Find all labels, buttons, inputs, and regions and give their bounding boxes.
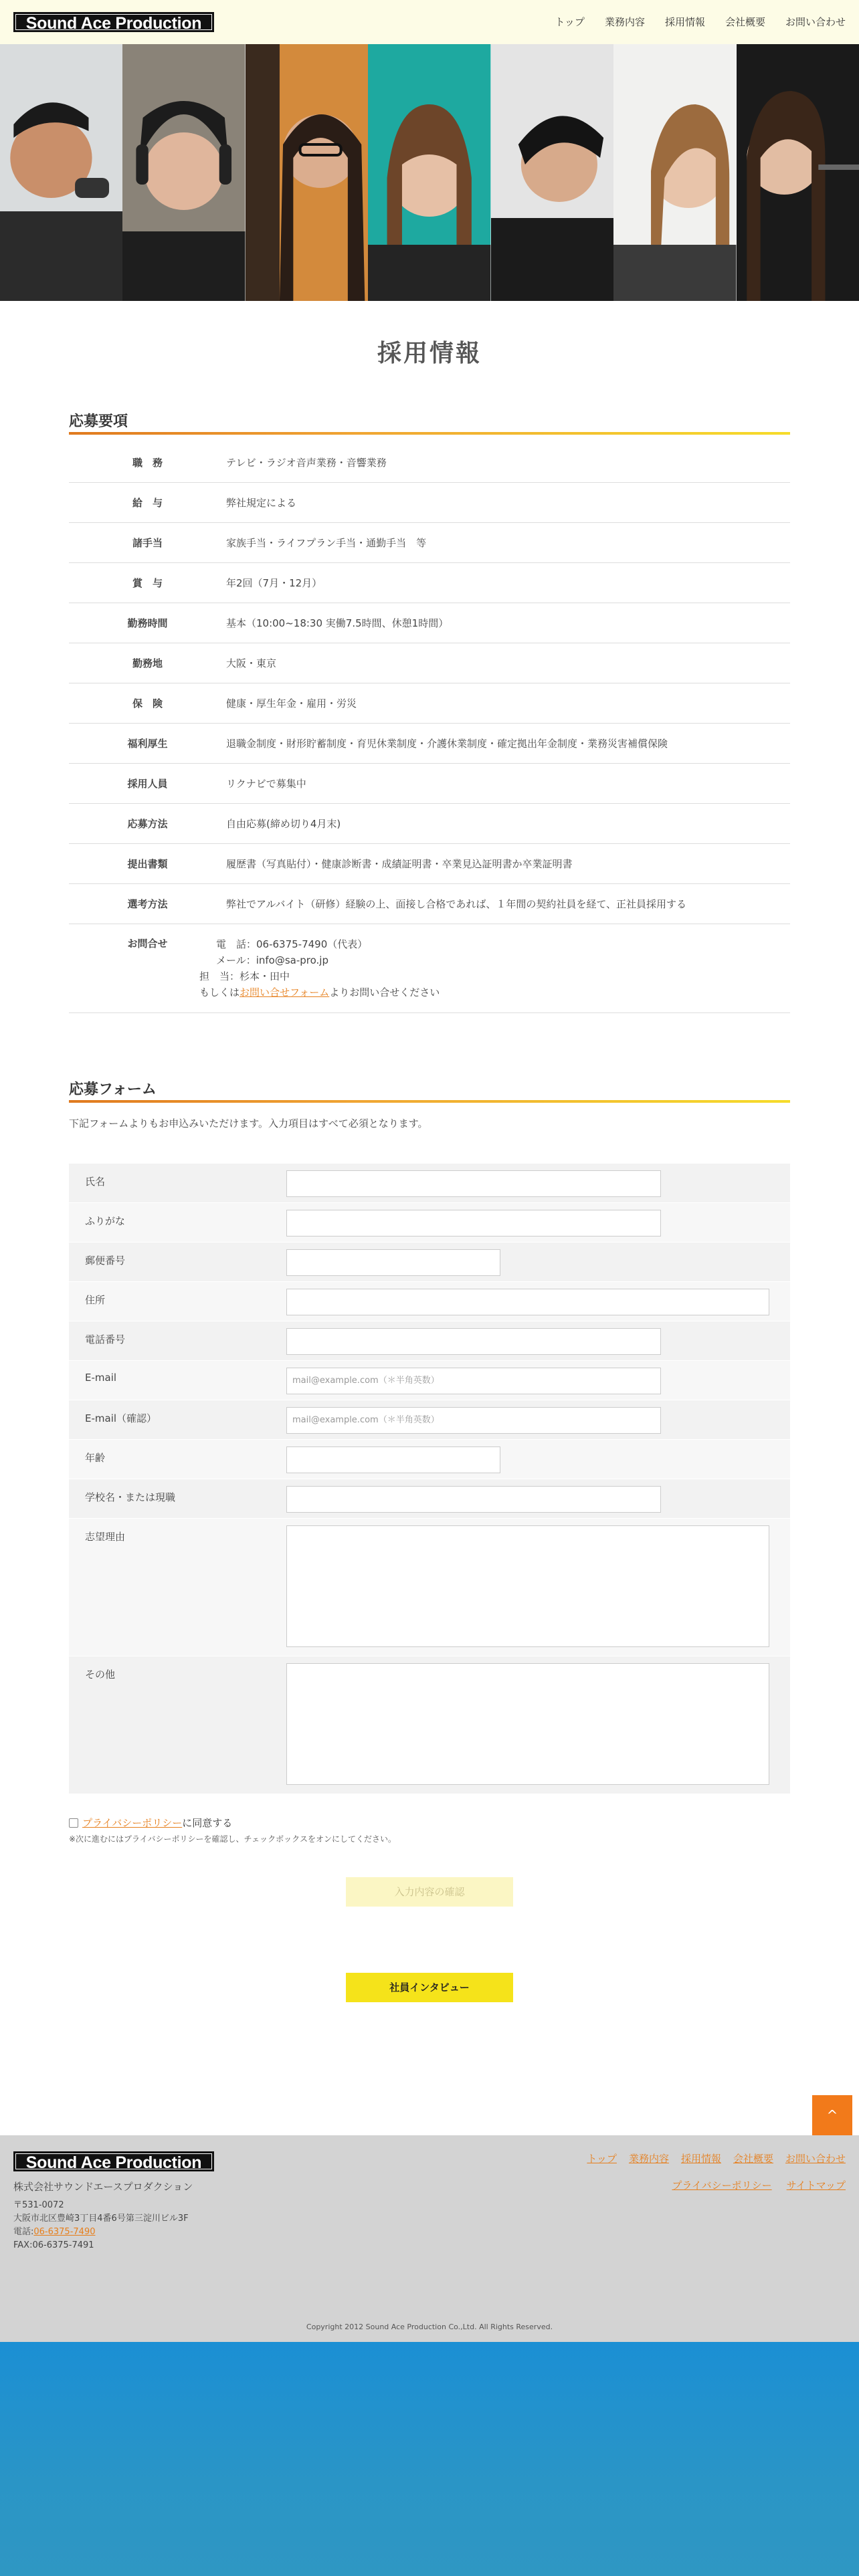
footer-link-recruit[interactable]: 採用情報 <box>680 2153 721 2165</box>
address-input[interactable] <box>286 1289 769 1315</box>
requirements-table <box>69 443 790 1013</box>
table-row <box>69 563 790 603</box>
page-top-button[interactable] <box>812 2095 852 2135</box>
privacy-note: ※次に進むにはプライバシーポリシーを確認し、チェックボックスをオンにしてください。 <box>69 1834 396 1844</box>
contact-mail: メール：info@sa-pro.jp <box>216 954 328 966</box>
footer-link-top[interactable]: トップ <box>587 2153 617 2165</box>
field-label: 住所 <box>85 1294 106 1306</box>
footer-fax: FAX:06-6375-7491 <box>13 2240 94 2250</box>
table-row <box>69 483 790 523</box>
contact-form-prefix: もしくは <box>199 986 240 998</box>
form-row-name <box>69 1164 790 1203</box>
row-key: 勤務時間 <box>127 617 168 629</box>
page-title: 採用情報 <box>377 340 482 367</box>
contact-form-link[interactable]: お問い合せフォーム <box>240 986 330 998</box>
footer-tel-line <box>13 2226 189 2239</box>
table-row <box>69 764 790 804</box>
footer-link-company[interactable]: 会社概要 <box>733 2153 773 2165</box>
field-label: ふりがな <box>85 1215 126 1227</box>
field-label: 氏名 <box>85 1176 106 1188</box>
age-input[interactable] <box>286 1446 500 1473</box>
nav-company[interactable]: 会社概要 <box>725 16 765 28</box>
row-key: 福利厚生 <box>127 738 168 750</box>
row-value: 基本（10:00~18:30 実働7.5時間、休憩1時間） <box>226 617 449 629</box>
other-textarea[interactable] <box>286 1663 769 1785</box>
row-value: 大阪・東京 <box>226 657 277 669</box>
privacy-policy-link[interactable]: プライバシーポリシー <box>82 1817 183 1829</box>
form-row-school <box>69 1479 790 1519</box>
copyright: Copyright 2012 Sound Ace Production Co.,Ltd. All Rights Reserved. <box>306 2323 553 2331</box>
footer-link-contact[interactable]: お問い合わせ <box>785 2153 846 2165</box>
table-row-contact <box>69 924 790 1013</box>
row-value: 自由応募(締め切り4月末) <box>226 818 341 830</box>
footer-company-name: 株式会社サウンドエースプロダクション <box>13 2181 193 2193</box>
table-row <box>69 643 790 683</box>
table-row <box>69 443 790 483</box>
phone-input[interactable] <box>286 1328 661 1355</box>
arrow-up-icon: ^ <box>826 2107 838 2123</box>
staff-interview-button[interactable]: 社員インタビュー <box>346 1973 513 2002</box>
table-row <box>69 603 790 643</box>
contact-phone: 電 話：06-6375-7490（代表） <box>216 938 368 950</box>
field-label: 電話番号 <box>85 1333 126 1346</box>
row-key: 諸手当 <box>132 537 163 549</box>
privacy-agree <box>69 1816 232 1830</box>
email-input[interactable]: mail@example.com（＊半角英数） <box>286 1368 661 1394</box>
footer-link-privacy[interactable]: プライバシーポリシー <box>672 2179 772 2191</box>
table-row <box>69 884 790 924</box>
nav-recruit[interactable]: 採用情報 <box>664 16 705 28</box>
row-key: お問合せ <box>127 938 168 950</box>
confirm-button[interactable]: 入力内容の確認 <box>346 1877 513 1907</box>
field-label: 郵便番号 <box>85 1255 126 1267</box>
footer-street: 大阪市北区豊崎3丁目4番6号第三淀川ビル3F <box>13 2214 189 2224</box>
table-row <box>69 683 790 724</box>
footer-logo[interactable]: Sound Ace Production <box>13 2151 214 2171</box>
main-nav <box>555 15 846 29</box>
contact-form-suffix: よりお問い合せください <box>329 986 440 998</box>
hero-photo-7 <box>737 44 859 301</box>
name-input[interactable] <box>286 1170 661 1197</box>
row-value: 弊社でアルバイト（研修）経験の上、面接し合格であれば、１年間の契約社員を経て、正社員採用する <box>226 898 687 910</box>
contact-form-line <box>199 984 790 1000</box>
row-key: 職 務 <box>132 457 163 469</box>
nav-contact[interactable]: お問い合わせ <box>785 16 846 28</box>
table-row <box>69 804 790 844</box>
footer-tel-link[interactable]: 06-6375-7490 <box>33 2227 96 2237</box>
row-value: 年2回（7月・12月） <box>226 577 322 589</box>
table-row <box>69 724 790 764</box>
row-value: テレビ・ラジオ音声業務・音響業務 <box>226 457 387 469</box>
hero-photo-4 <box>368 44 490 301</box>
form-row-phone <box>69 1321 790 1361</box>
requirements-heading: 応募要項 <box>69 410 790 435</box>
row-key: 保 険 <box>132 697 163 710</box>
row-value: 健康・厚生年金・雇用・労災 <box>226 697 357 710</box>
field-label: E-mail（確認） <box>85 1412 157 1424</box>
row-key: 賞 与 <box>132 577 163 589</box>
school-or-job-input[interactable] <box>286 1486 661 1513</box>
nav-top[interactable]: トップ <box>555 16 585 28</box>
form-row-other <box>69 1656 790 1794</box>
furigana-input[interactable] <box>286 1210 661 1237</box>
row-key: 応募方法 <box>127 818 168 830</box>
row-key: 採用人員 <box>127 778 168 790</box>
footer-link-services[interactable]: 業務内容 <box>628 2153 669 2165</box>
privacy-checkbox[interactable] <box>69 1818 78 1828</box>
contact-details <box>199 936 790 1000</box>
application-form <box>69 1164 790 1794</box>
field-label: E-mail <box>85 1372 117 1384</box>
hero-photo-5 <box>491 44 613 301</box>
privacy-agree-label: に同意する <box>182 1817 233 1829</box>
row-key: 給 与 <box>132 497 163 509</box>
row-value: リクナビで募集中 <box>226 778 306 790</box>
table-row <box>69 844 790 884</box>
nav-services[interactable]: 業務内容 <box>604 16 645 28</box>
row-value: 履歴書（写真貼付）・健康診断書・成績証明書・卒業見込証明書か卒業証明書 <box>226 858 573 870</box>
row-key: 提出書類 <box>127 858 168 870</box>
site-header <box>0 0 859 44</box>
form-row-age <box>69 1440 790 1479</box>
form-row-email-confirm <box>69 1400 790 1440</box>
form-row-furigana <box>69 1203 790 1243</box>
form-row-motivation <box>69 1519 790 1656</box>
hero-photo-2 <box>122 44 245 301</box>
footer-link-sitemap[interactable]: サイトマップ <box>786 2179 846 2191</box>
row-value: 弊社規定による <box>226 497 297 509</box>
row-key: 選考方法 <box>127 898 168 910</box>
motivation-textarea[interactable] <box>286 1525 769 1647</box>
footer-subnav <box>672 2178 846 2192</box>
bottom-background-band <box>0 2342 859 2576</box>
hero-photo-banner <box>0 44 859 301</box>
row-value: 家族手当・ライフプラン手当・通勤手当 等 <box>226 537 427 549</box>
form-heading: 応募フォーム <box>69 1078 790 1103</box>
table-row <box>69 523 790 563</box>
contact-person: 担 当：杉本・田中 <box>199 970 290 982</box>
row-value: 退職金制度・財形貯蓄制度・育児休業制度・介護休業制度・確定拠出年金制度・業務災害補償保険 <box>226 738 668 750</box>
form-row-postal <box>69 1243 790 1282</box>
form-row-address <box>69 1282 790 1321</box>
footer-address <box>13 2199 189 2252</box>
form-row-email <box>69 1361 790 1400</box>
hero-photo-6 <box>613 44 736 301</box>
footer-postal: 〒531-0072 <box>13 2200 64 2210</box>
footer-nav <box>587 2151 846 2165</box>
field-label: 年齢 <box>85 1452 106 1464</box>
site-logo[interactable]: Sound Ace Production <box>13 12 214 32</box>
postal-code-input[interactable] <box>286 1249 500 1276</box>
field-label: 志望理由 <box>85 1531 126 1543</box>
row-key: 勤務地 <box>132 657 163 669</box>
hero-photo-1 <box>0 44 122 301</box>
form-intro: 下記フォームよりもお申込みいただけます。入力項目はすべて必須となります。 <box>69 1117 428 1130</box>
site-footer <box>0 2135 859 2342</box>
field-label: その他 <box>85 1669 116 1681</box>
footer-tel-label: 電話: <box>13 2227 34 2237</box>
field-label: 学校名・または現職 <box>85 1491 176 1503</box>
hero-photo-3 <box>246 44 368 301</box>
email-confirm-input[interactable]: mail@example.com（＊半角英数） <box>286 1407 661 1434</box>
